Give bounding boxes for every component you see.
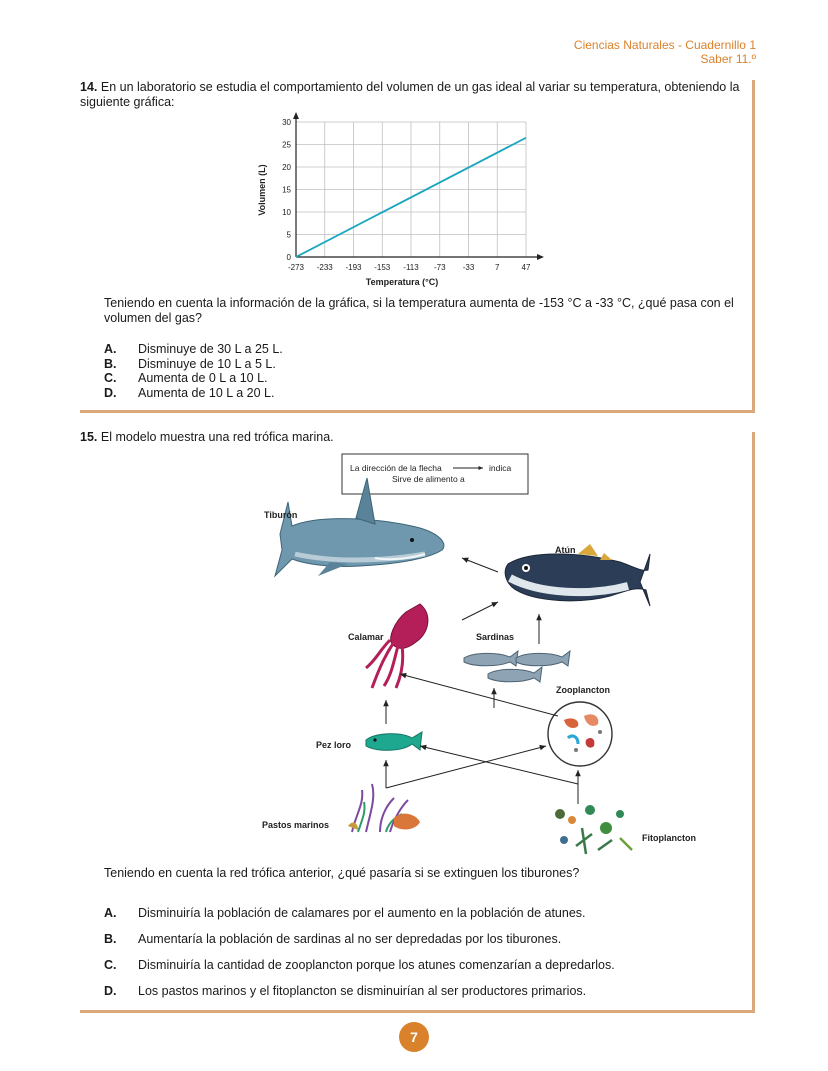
legend-text-word: indica <box>489 463 512 473</box>
option-text: Disminuiría la cantidad de zooplancton porque los atunes comenzarían a depredarlos. <box>138 958 615 972</box>
option-letter: D. <box>104 385 117 400</box>
page-header <box>574 38 756 66</box>
y-tick-label: 5 <box>286 230 291 240</box>
y-axis-arrow <box>293 112 299 119</box>
chart-x-ticks <box>288 263 531 272</box>
volume-temperature-chart <box>256 114 556 292</box>
label-fitoplancton: Fitoplancton <box>642 833 696 843</box>
option-text: Disminuye de 10 L a 5 L. <box>138 356 276 371</box>
answer-option[interactable] <box>104 906 615 921</box>
question-15 <box>80 432 755 1013</box>
x-tick-label: 7 <box>495 263 500 272</box>
y-tick-label: 0 <box>286 253 291 262</box>
question-14 <box>80 80 755 413</box>
option-letter: C. <box>104 371 117 385</box>
chart-x-label: Temperatura (°C) <box>365 277 439 287</box>
x-tick-label: -193 <box>345 263 362 272</box>
label-atun: Atún <box>555 545 576 555</box>
x-axis-arrow <box>537 254 544 260</box>
label-pastos: Pastos marinos <box>262 820 330 830</box>
answer-option[interactable] <box>104 958 615 973</box>
option-letter: A. <box>104 342 117 356</box>
y-tick-label: 10 <box>282 208 291 217</box>
option-text: Los pastos marinos y el fitoplancton se disminuirían al ser productores primarios. <box>138 984 587 998</box>
option-letter: B. <box>104 356 117 371</box>
label-sardinas: Sardinas <box>476 632 515 642</box>
answer-option[interactable] <box>104 357 283 372</box>
option-text: Aumenta de 0 L a 10 L. <box>138 371 268 385</box>
option-letter: B. <box>104 932 117 946</box>
x-tick-label: -153 <box>374 263 391 272</box>
chart-grid <box>296 122 526 257</box>
label-pez-loro: Pez loro <box>316 740 352 750</box>
header-exam: Saber 11.º <box>700 52 756 66</box>
question-15-stem: Teniendo en cuenta la red trófica anterior, ¿qué pasaría si se extinguen los tiburones? <box>104 866 580 880</box>
x-tick-label: -113 <box>403 263 419 272</box>
question-number: 15. <box>80 430 98 444</box>
arrow-seagrass-to-zooplankton <box>386 746 546 788</box>
option-letter: A. <box>104 906 117 920</box>
chart-y-label: Volumen (L) <box>257 164 267 216</box>
tuna-icon <box>505 544 650 606</box>
zooplankton-icon <box>548 702 612 766</box>
question-14-intro <box>80 80 750 110</box>
squid-icon <box>366 604 428 688</box>
option-text: Disminuye de 30 L a 25 L. <box>138 342 283 356</box>
option-text: Aumentaría la población de sardinas al no ser depredadas por los tiburones. <box>138 932 562 946</box>
legend-text-2: Sirve de alimento a <box>392 474 465 484</box>
option-letter: C. <box>104 958 117 972</box>
question-15-intro <box>80 430 750 445</box>
option-text: Aumenta de 10 L a 20 L. <box>138 385 275 400</box>
phytoplankton-icon <box>555 805 632 854</box>
page-number: 7 <box>399 1022 429 1052</box>
answer-option[interactable] <box>104 342 283 357</box>
chart-axes <box>293 112 544 260</box>
option-letter: D. <box>104 984 117 998</box>
question-15-options <box>104 906 615 1010</box>
arrow-zooplankton-to-squid <box>400 674 558 716</box>
sardines-icon <box>464 651 570 682</box>
label-calamar: Calamar <box>348 632 384 642</box>
y-tick-label: 25 <box>282 140 291 150</box>
question-intro-text: En un laboratorio se estudia el comportamiento del volumen de un gas ideal al variar su temperatura, obteniendo la siguiente gráfica: <box>80 80 740 109</box>
answer-option[interactable] <box>104 371 283 386</box>
x-tick-label: -33 <box>462 263 475 272</box>
question-number: 14. <box>80 80 98 94</box>
option-text: Disminuiría la población de calamares por el aumento en la población de atunes. <box>138 906 586 920</box>
y-tick-label: 30 <box>282 118 291 127</box>
header-subject: Ciencias Naturales - Cuadernillo 1 <box>573 38 756 52</box>
label-tiburon: Tiburón <box>264 510 298 520</box>
question-14-stem: Teniendo en cuenta la información de la gráfica, si la temperatura aumenta de -153 °C a -33 °C, ¿qué pasa con el volumen del gas? <box>104 296 734 325</box>
question-intro-text: El modelo muestra una red trófica marina. <box>100 430 334 444</box>
y-tick-label: 20 <box>282 163 291 172</box>
legend-text-1: La dirección de la flecha <box>350 463 442 473</box>
parrotfish-icon <box>366 732 422 750</box>
x-tick-label: -273 <box>287 263 305 272</box>
label-zooplancton: Zooplancton <box>556 685 610 695</box>
seagrass-icon <box>348 784 420 832</box>
answer-option[interactable] <box>104 984 615 999</box>
answer-option[interactable] <box>104 386 283 401</box>
x-tick-label: -233 <box>316 263 333 272</box>
answer-option[interactable] <box>104 932 615 947</box>
chart-y-ticks <box>282 118 291 262</box>
y-tick-label: 15 <box>282 185 291 195</box>
arrow-legend <box>342 454 528 494</box>
marine-food-web <box>180 454 696 854</box>
question-14-options <box>104 342 283 400</box>
x-tick-label: -73 <box>433 263 446 272</box>
x-tick-label: 47 <box>521 263 531 272</box>
arrow-squid-to-tuna <box>462 602 498 620</box>
arrow-tuna-to-shark <box>462 558 498 572</box>
